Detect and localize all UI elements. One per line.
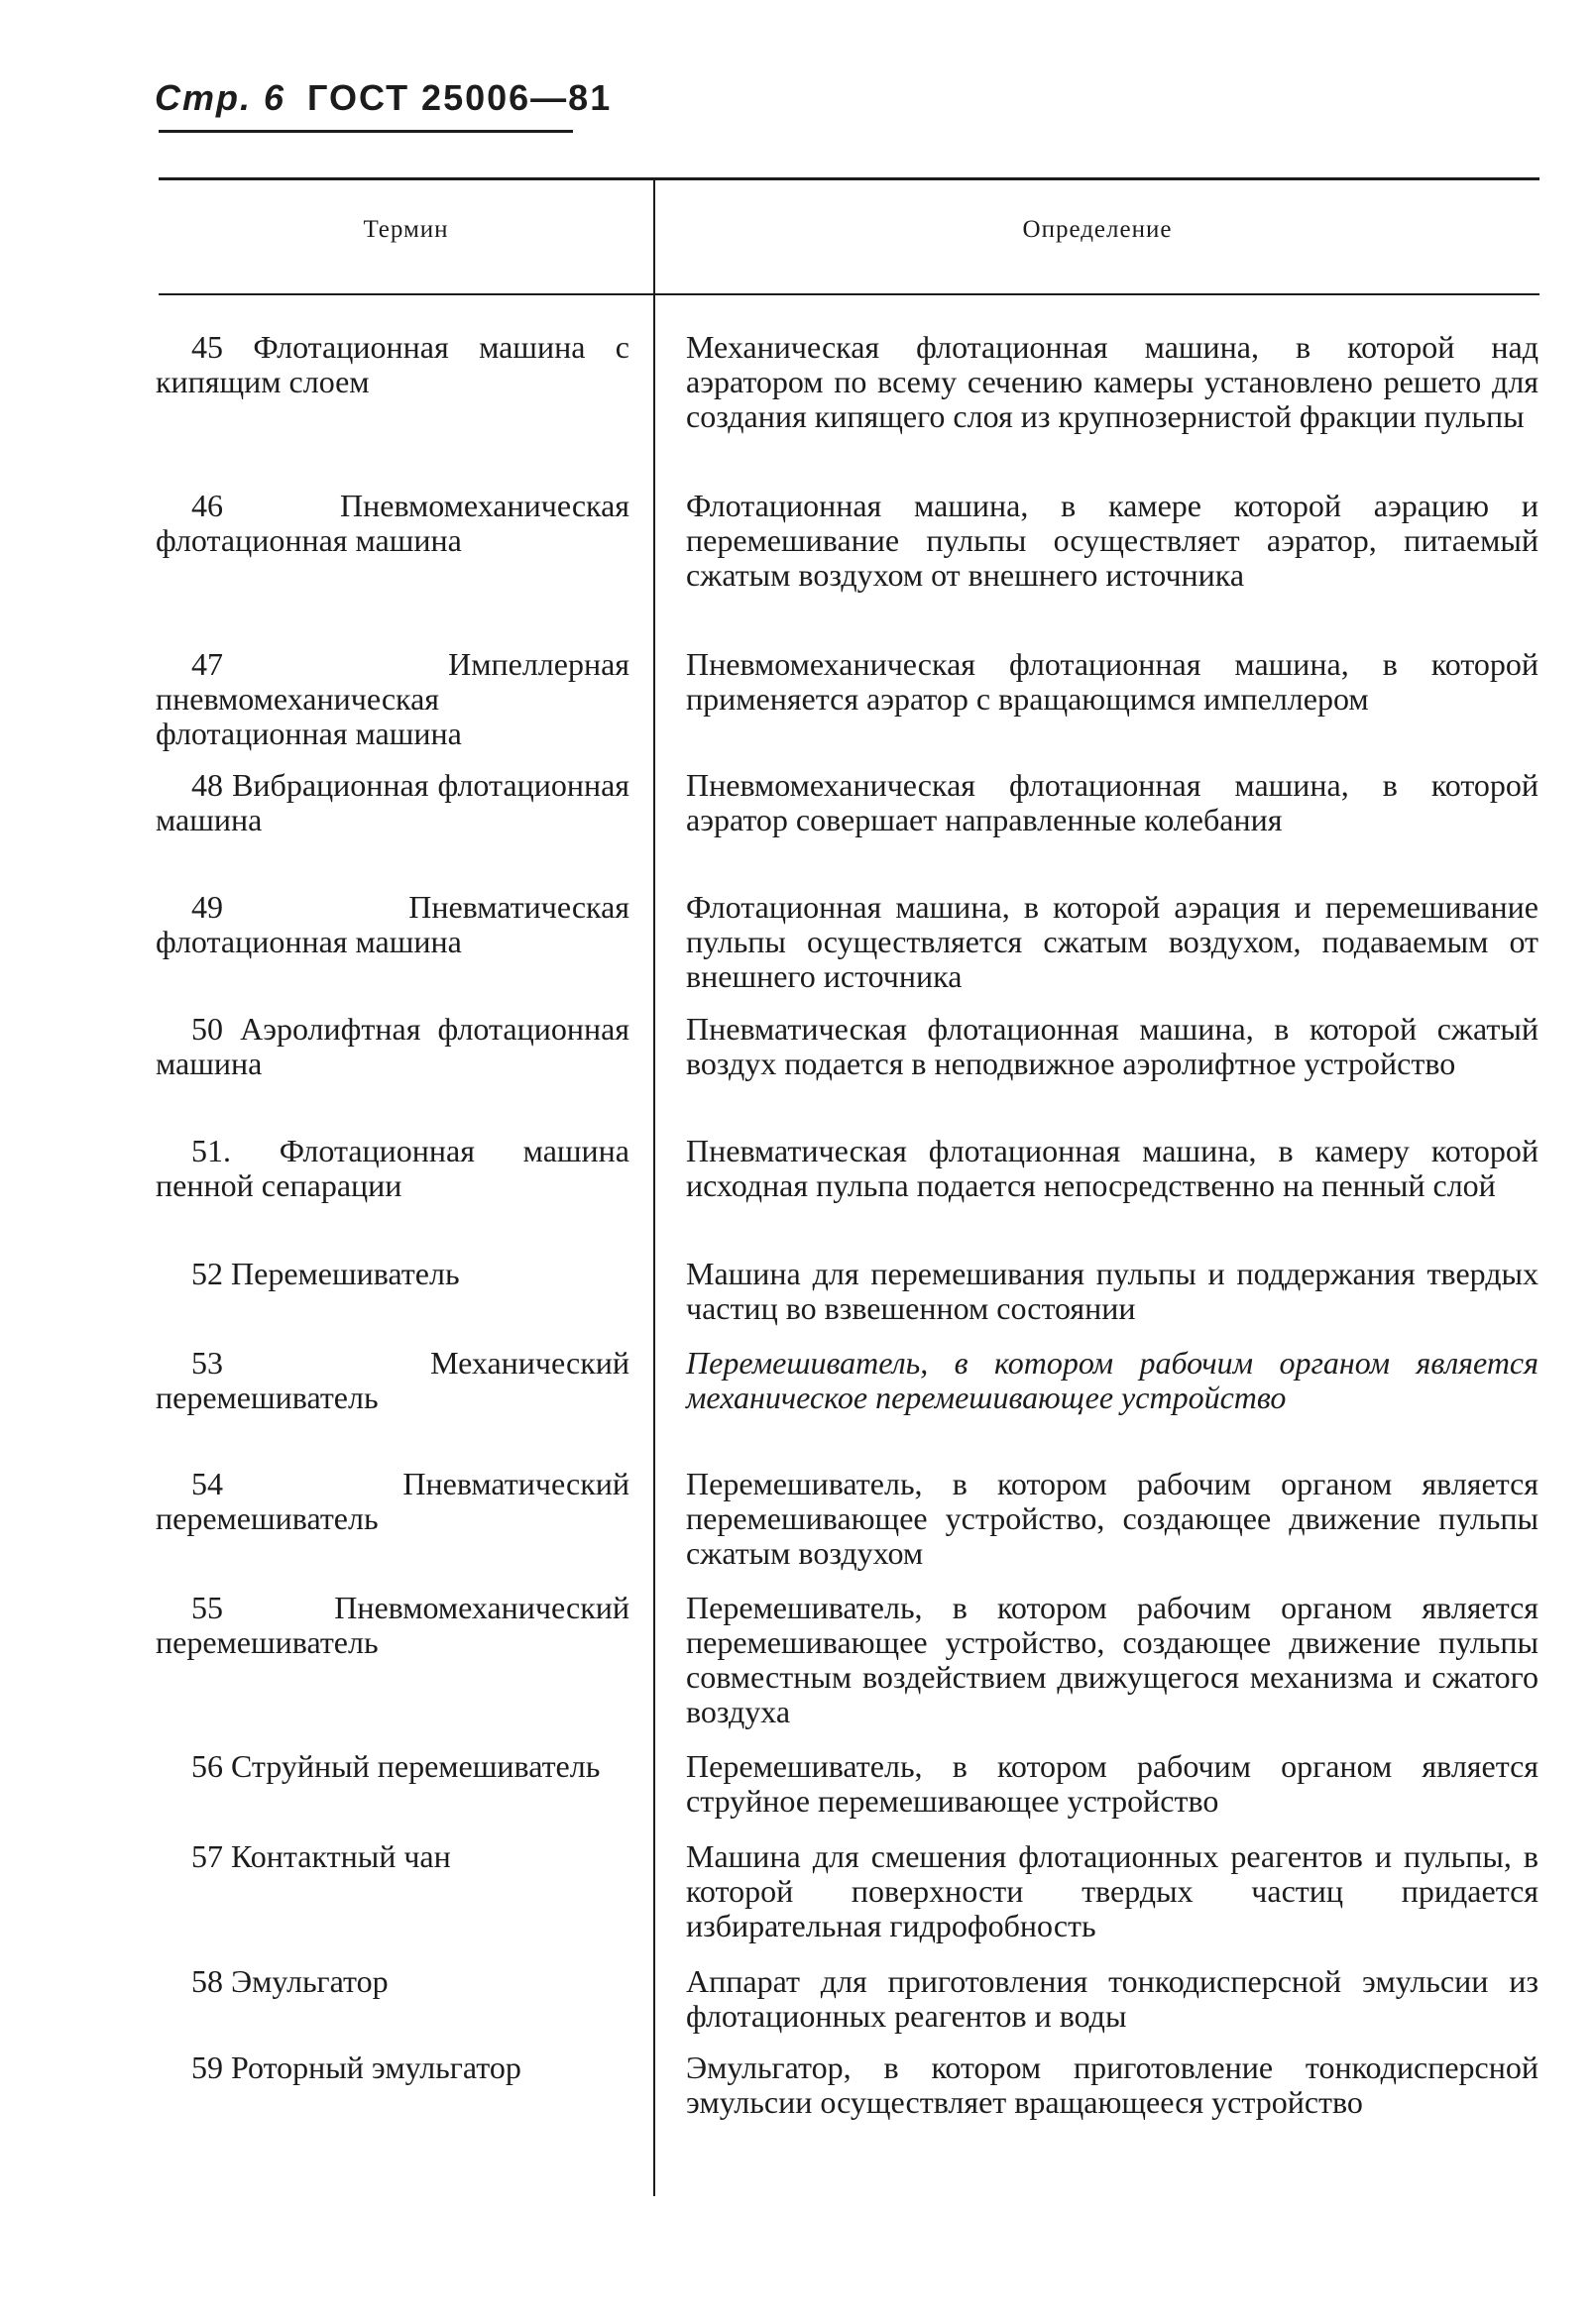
table-top-rule <box>159 177 1539 180</box>
term-text: Флотационная машина с кипящим слоем <box>156 329 630 399</box>
term-number: 47 <box>191 646 223 682</box>
term-number: 48 <box>191 767 223 803</box>
term-cell <box>156 330 629 399</box>
term-number: 57 <box>191 1838 223 1874</box>
definition-cell: Пневмомеханическая флотационная машина, в которой аэратор совершает направленные колебания <box>686 767 1538 837</box>
term-number: 56 <box>191 1748 223 1784</box>
term-cell <box>156 768 629 837</box>
term-cell <box>156 1749 629 1784</box>
term-text: Роторный эмульгатор <box>231 2049 521 2085</box>
term-text: Перемешиватель <box>231 1256 460 1291</box>
definition-cell: Флотационная машина, в которой аэрация и перемешивание пульпы осуществляется сжатым воздухом, подаваемым от внешнего источника <box>686 889 1538 994</box>
definition-cell: Флотационная машина, в камере которой аэрацию и перемешивание пульпы осуществляет аэратор, питаемый сжатым воздухом от внешнего источника <box>686 488 1538 593</box>
definition-cell: Аппарат для приготовления тонкодисперсной эмульсии из флотационных реагентов и воды <box>686 1963 1538 2034</box>
definition-cell: Машина для перемешивания пульпы и поддержания твердых частиц во взвешенном состоянии <box>686 1256 1538 1326</box>
term-number: 55 <box>191 1590 223 1625</box>
term-number: 53 <box>191 1345 223 1381</box>
definition-cell: Перемешиватель, в котором рабочим органом является перемешивающее устройство, создающее движение пульпы совместным воздействием движущегося механизма и сжатого воздуха <box>686 1590 1538 1729</box>
term-number: 45 <box>191 329 223 365</box>
term-cell <box>156 1467 629 1536</box>
term-text: Контактный чан <box>231 1838 451 1874</box>
term-text: Механический перемешиватель <box>156 1345 629 1415</box>
column-header-term: Термин <box>363 216 449 243</box>
definition-cell: Пневмомеханическая флотационная машина, в которой применяется аэратор с вращающимся импеллером <box>686 646 1538 717</box>
term-text: Пневматический перемешиватель <box>156 1466 629 1536</box>
standard-title: ГОСТ 25006—81 <box>307 77 613 118</box>
page-number: Стр. 6 <box>155 77 286 118</box>
term-text: Пневмомеханический перемешиватель <box>156 1590 629 1660</box>
term-cell <box>156 1012 629 1081</box>
term-text: Струйный перемешиватель <box>231 1748 601 1784</box>
term-number: 58 <box>191 1963 223 1999</box>
term-cell <box>156 1839 629 1874</box>
definition-cell: Машина для смешения флотационных реагентов и пульпы, в которой поверхности твердых частиц придается избирательная гидрофобность <box>686 1838 1538 1943</box>
term-cell <box>156 1591 629 1660</box>
term-number: 50 <box>191 1011 223 1047</box>
definition-cell: Пневматическая флотационная машина, в которой сжатый воздух подается в неподвижное аэролифтное устройство <box>686 1011 1538 1081</box>
term-text: Пневмомеханическая флотационная машина <box>156 488 629 558</box>
header-rule <box>159 130 573 133</box>
term-text: Вибрационная флотационная машина <box>156 767 630 837</box>
term-cell <box>156 890 629 959</box>
term-cell <box>156 1134 629 1203</box>
term-text: Импеллерная пневмомеханическая флотационная машина <box>156 646 629 751</box>
definition-cell: Перемешиватель, в котором рабочим органом является механическое перемешивающее устройство <box>686 1345 1538 1415</box>
definition-cell: Перемешиватель, в котором рабочим органом является струйное перемешивающее устройство <box>686 1748 1538 1819</box>
term-cell <box>156 647 629 751</box>
header-bottom-rule <box>159 293 1539 295</box>
term-cell <box>156 1964 629 1999</box>
term-number: 49 <box>191 889 223 925</box>
term-number: 51. <box>191 1133 231 1168</box>
term-cell <box>156 2050 629 2085</box>
term-number: 52 <box>191 1256 223 1291</box>
column-header-definition: Определение <box>1022 216 1173 243</box>
term-number: 46 <box>191 488 223 523</box>
term-number: 59 <box>191 2049 223 2085</box>
definition-cell: Эмульгатор, в котором приготовление тонкодисперсной эмульсии осуществляет вращающееся устройство <box>686 2049 1538 2120</box>
definition-cell: Перемешиватель, в котором рабочим органом является перемешивающее устройство, создающее движение пульпы сжатым воздухом <box>686 1466 1538 1571</box>
term-text: Пневматическая флотационная машина <box>156 889 629 959</box>
term-cell <box>156 1257 629 1291</box>
term-text: Эмульгатор <box>231 1963 389 1999</box>
term-number: 54 <box>191 1466 223 1501</box>
definition-cell: Пневматическая флотационная машина, в камеру которой исходная пульпа подается непосредственно на пенный слой <box>686 1133 1538 1203</box>
definition-cell: Механическая флотационная машина, в которой над аэратором по всему сечению камеры установлено решето для создания кипящего слоя из крупнозернистой фракции пульпы <box>686 329 1538 434</box>
term-text: Аэролифтная флотационная машина <box>156 1011 630 1081</box>
term-text: Флотационная машина пенной сепарации <box>156 1133 629 1203</box>
column-divider <box>653 180 655 2196</box>
page-header <box>155 77 612 119</box>
term-cell <box>156 1346 629 1415</box>
term-cell <box>156 489 629 558</box>
